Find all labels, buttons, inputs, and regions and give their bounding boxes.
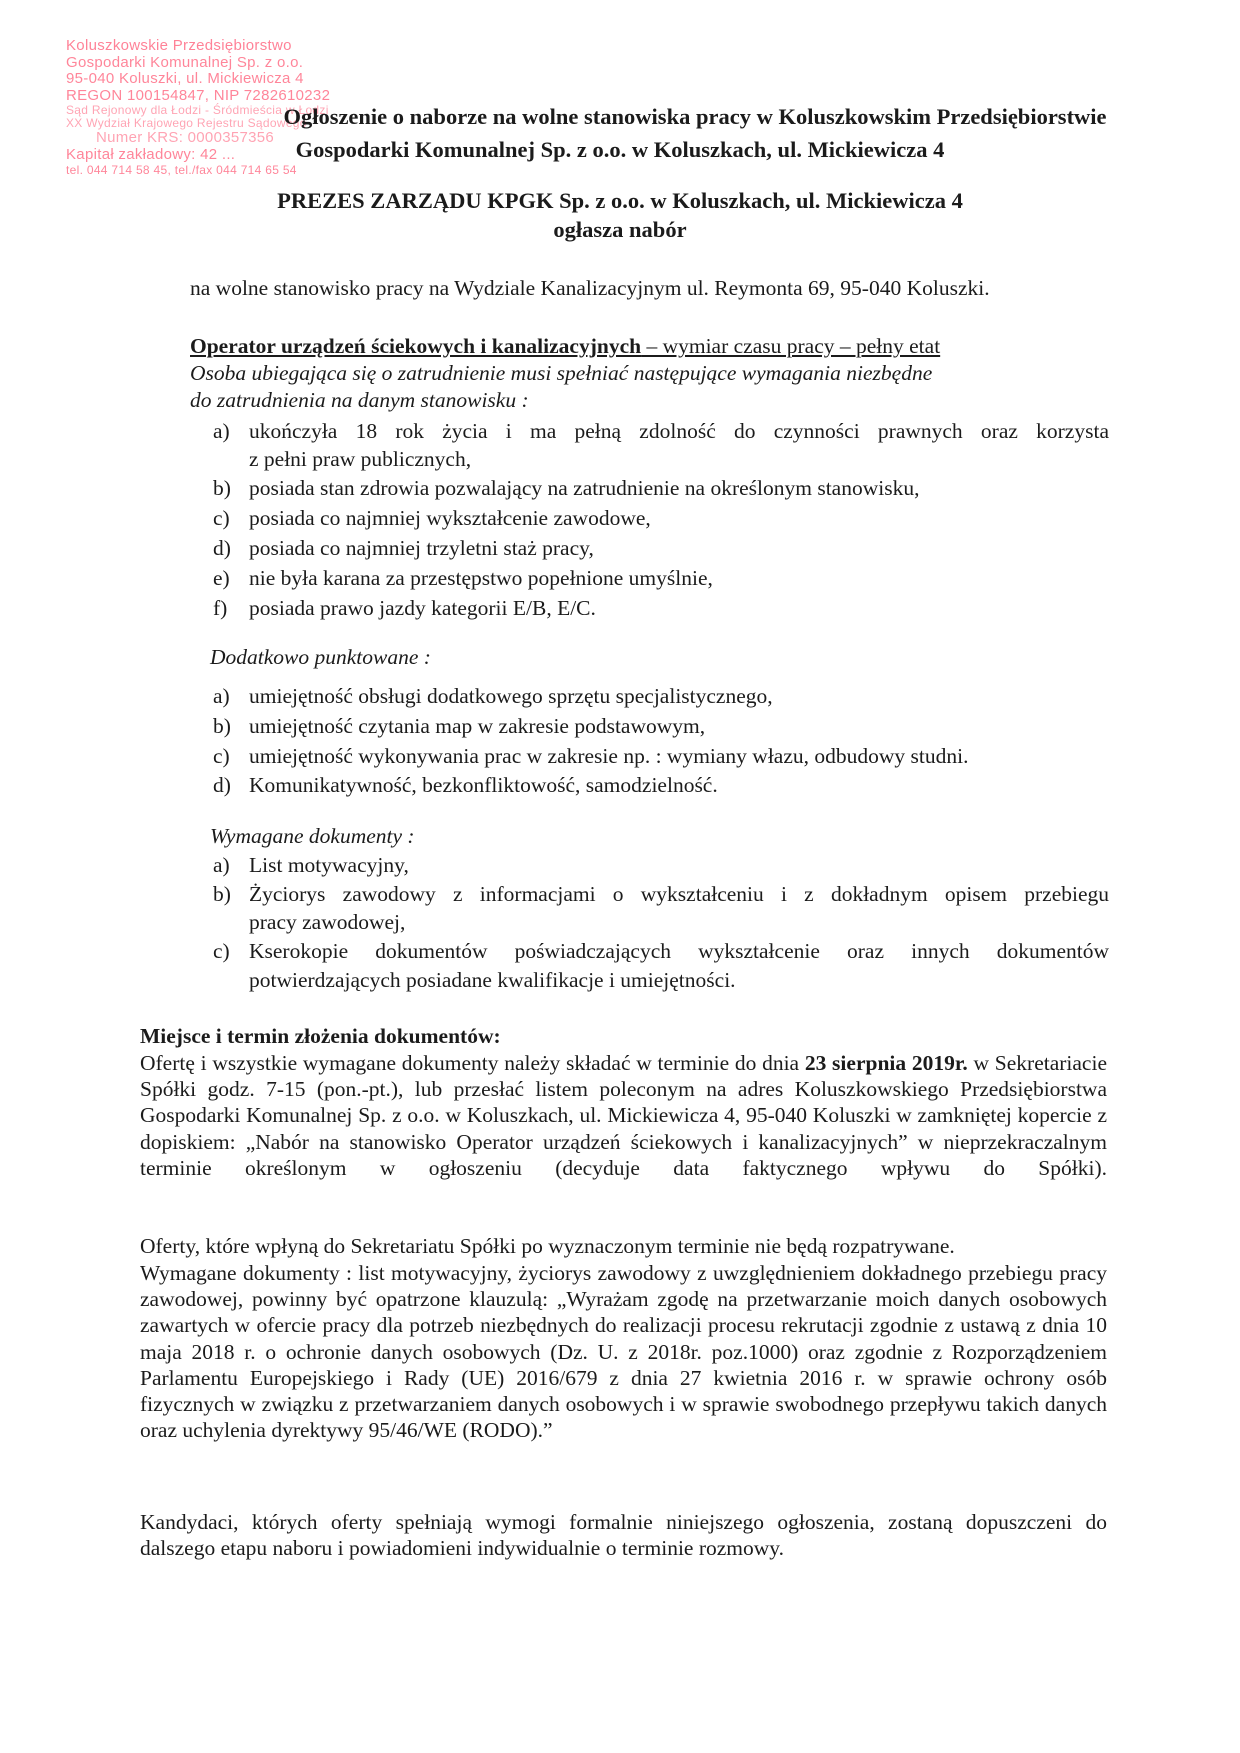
stamp-line: Kapitał zakładowy: 42 ...: [66, 145, 236, 163]
position-line: [190, 333, 940, 359]
stamp-line: Gospodarki Komunalnej Sp. z o.o.: [66, 53, 304, 71]
closing-paragraph: Kandydaci, których oferty spełniają wymogi formalnie niniejszego ogłoszenia, zostaną dopuszczeni do dalszego etapu naboru i powiadomieni indywidualnie o terminie rozmowy.: [140, 1510, 1107, 1561]
document-header: [0, 100, 1240, 166]
list-item: e) nie była karana za przestępstwo popełnione umyślnie,: [213, 566, 713, 590]
submission-paragraph-1: Ofertę i wszystkie wymagane dokumenty należy składać w terminie do dnia 23 sierpnia 2019r. w Sekretariacie Spółki godz. 7-15 (pon.-pt.), lub przesłać listem poleconym na adres Koluszkowskiego Przedsiębiorstwa Gospodarki Komunalnej Sp. z o.o. w Koluszkach, ul. Mickiewicza 4, 95-040 Koluszki w zamkniętej kopercie z dopiskiem: „Nabór na stanowisko Operator urządzeń ściekowych i kanalizacyjnych” w nieprzekraczalnym terminie określonym w ogłoszeniu (decyduje data faktycznego wpływu do Spółki).: [140, 1051, 1107, 1180]
stamp-line: Numer KRS: 0000357356: [96, 129, 275, 146]
requirements-heading: Osoba ubiegająca się o zatrudnienie musi spełniać następujące wymagania niezbędne: [190, 361, 933, 385]
list-item: d) Komunikatywność, bezkonfliktowość, samodzielność.: [213, 773, 718, 797]
list-item-cont: z pełni praw publicznych,: [249, 447, 472, 471]
list-item: b) posiada stan zdrowia pozwalający na zatrudnienie na określonym stanowisku,: [213, 476, 920, 500]
documents-heading: Wymagane dokumenty :: [210, 824, 415, 848]
list-item: c) Kserokopie dokumentów poświadczających wykształcenie oraz innych dokumentów: [213, 939, 1109, 963]
header-line-1: Ogłoszenie o naborze na wolne stanowiska pracy w Koluszkowskim Przedsiębiorstwie: [283, 104, 1107, 129]
extra-heading: Dodatkowo punktowane :: [210, 645, 431, 669]
list-item: b) Życiorys zawodowy z informacjami o wykształceniu i z dokładnym opisem przebiegu: [213, 882, 1109, 906]
list-item-cont: pracy zawodowej,: [249, 910, 406, 934]
submission-heading: Miejsce i termin złożenia dokumentów:: [140, 1024, 501, 1048]
announcer-line-2: ogłasza nabór: [553, 217, 687, 242]
stamp-line: Sąd Rejonowy dla Łodzi - Śródmieścia w Łodzi: [66, 103, 329, 117]
list-item: a) umiejętność obsługi dodatkowego sprzętu specjalistycznego,: [213, 684, 773, 708]
stamp-line: tel. 044 714 58 45, tel./fax 044 714 65 54: [66, 163, 297, 177]
announcer-line-1: PREZES ZARZĄDU KPGK Sp. z o.o. w Koluszkach, ul. Mickiewicza 4: [277, 188, 963, 213]
stamp-line: 95-040 Koluszki, ul. Mickiewicza 4: [66, 70, 304, 87]
stamp-line: XX Wydział Krajowego Rejestru Sądowego: [66, 116, 307, 130]
stamp-line: REGON 100154847, NIP 7282610232: [66, 86, 331, 104]
list-item: c) umiejętność wykonywania prac w zakresie np. : wymiany włazu, odbudowy studni.: [213, 744, 969, 768]
stamp-line: Koluszkowskie Przedsiębiorstwo: [66, 37, 292, 54]
position-title: Operator urządzeń ściekowych i kanalizacyjnych: [190, 334, 642, 358]
position-worktime: – wymiar czasu pracy – pełny etat: [641, 334, 941, 358]
list-item: d) posiada co najmniej trzyletni staż pracy,: [213, 536, 594, 560]
list-item: a) ukończyła 18 rok życia i ma pełną zdolność do czynności prawnych oraz korzysta: [213, 419, 1109, 443]
header-line-2: Gospodarki Komunalnej Sp. z o.o. w Koluszkach, ul. Mickiewicza 4: [295, 137, 945, 162]
list-item: a) List motywacyjny,: [213, 853, 409, 877]
list-item-cont: potwierdzających posiadane kwalifikacje i umiejętności.: [249, 968, 736, 992]
submission-paragraph-3: Wymagane dokumenty : list motywacyjny, życiorys zawodowy z uwzględnieniem dokładnego przebiegu pracy zawodowej, powinny być opatrzone klauzulą: „Wyrażam zgodę na przetwarzanie moich danych osobowych zawartych w ofercie pracy dla potrzeb niezbędnych do realizacji procesu rekrutacji zgodnie z ustawą z dnia 10 maja 2018 r. o ochronie danych osobowych (Dz. U. z 2018r. poz.1000) oraz zgodnie z Rozporządzeniem Parlamentu Europejskiego i Rady (UE) 2016/679 z dnia 27 kwietnia 2016 r. w sprawie ochrony osób fizycznych w związku z przetwarzaniem danych osobowych i w sprawie swobodnego przepływu takich danych oraz uchylenia dyrektywy 95/46/WE (RODO).”: [140, 1261, 1107, 1443]
deadline-date: 23 sierpnia 2019r.: [804, 1051, 968, 1075]
list-item: b) umiejętność czytania map w zakresie podstawowym,: [213, 714, 706, 738]
intro-text: na wolne stanowisko pracy na Wydziale Kanalizacyjnym ul. Reymonta 69, 95-040 Koluszki.: [190, 276, 990, 300]
submission-paragraph-2: Oferty, które wpłyną do Sekretariatu Spółki po wyznaczonym terminie nie będą rozpatrywane.: [140, 1234, 955, 1258]
requirements-heading-cont: do zatrudnienia na danym stanowisku :: [190, 388, 529, 412]
list-item: c) posiada co najmniej wykształcenie zawodowe,: [213, 506, 651, 530]
list-item: f) posiada prawo jazdy kategorii E/B, E/C.: [213, 596, 596, 620]
